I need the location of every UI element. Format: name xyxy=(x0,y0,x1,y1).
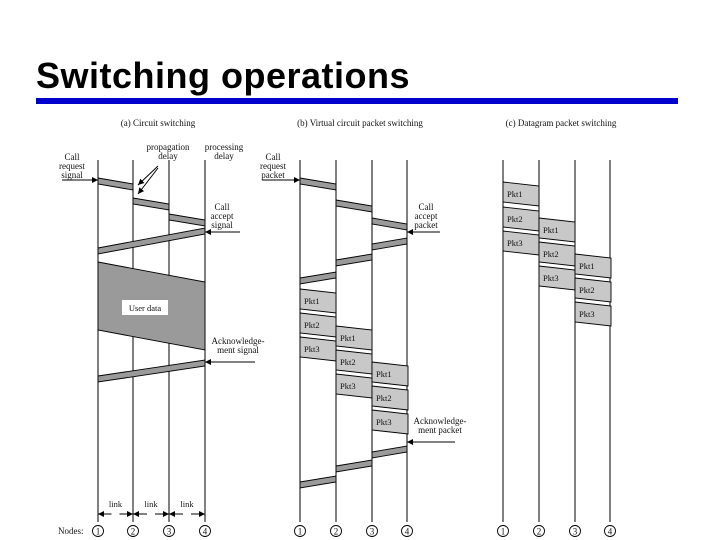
circuit-accept-band xyxy=(98,228,205,254)
circuit-call-accept-label-line-1: Call xyxy=(214,202,230,212)
virtual-request-band-3 xyxy=(372,218,407,230)
virtual-pkt3-hop-3-label: Pkt3 xyxy=(376,417,392,427)
virtual-node-3-number: 3 xyxy=(369,526,375,537)
virtual-ack-arrow-head xyxy=(407,439,413,445)
circuit-request-band-2 xyxy=(133,198,169,210)
virtual-call-request-arrow-head xyxy=(294,177,300,183)
circuit-call-accept-label-line-2: accept xyxy=(210,211,234,221)
circuit-call-request-arrow-head xyxy=(92,177,98,183)
circuit-ack-label-line-2: ment signal xyxy=(217,345,259,355)
virtual-ack-label-line-1: Acknowledge- xyxy=(413,416,467,426)
circuit-propagation-delay-label-line-1: propagation xyxy=(146,142,190,152)
datagram-pkt2-hop-2-label: Pkt2 xyxy=(543,249,559,259)
virtual-call-accept-label-line-2: accept xyxy=(414,211,438,221)
circuit-link-label-2: link xyxy=(144,499,158,509)
datagram-pkt3-hop-3-label: Pkt3 xyxy=(579,309,595,319)
virtual-request-band-2 xyxy=(336,200,372,212)
circuit-request-band-1 xyxy=(98,178,133,190)
virtual-node-2-number: 2 xyxy=(333,526,339,537)
virtual-request-band-1 xyxy=(300,178,336,190)
circuit-call-request-label-line-1: Call xyxy=(64,152,80,162)
datagram-node-1-number: 1 xyxy=(500,526,506,537)
circuit-ack-arrow-head xyxy=(205,359,211,365)
circuit-call-accept-label-line-3: signal xyxy=(211,220,233,230)
datagram-panel-title: (c) Datagram packet switching xyxy=(505,118,617,128)
virtual-pkt2-hop-1-label: Pkt2 xyxy=(304,320,320,330)
circuit-propagation-delay-label-line-2: delay xyxy=(158,151,178,161)
circuit-processing-delay-label-line-1: processing xyxy=(204,142,244,152)
virtual-ack-label-line-2: ment packet xyxy=(418,425,462,435)
virtual-call-accept-label-line-1: Call xyxy=(418,202,434,212)
virtual-node-4-number: 4 xyxy=(404,526,410,537)
virtual-pkt3-hop-2-label: Pkt3 xyxy=(340,381,356,391)
datagram-pkt3-hop-1-label: Pkt3 xyxy=(507,238,523,248)
circuit-call-accept-arrow-head xyxy=(205,229,211,235)
circuit-processing-delay-label-line-2: delay xyxy=(214,151,234,161)
circuit-link-1-left-arrow-head xyxy=(98,511,104,517)
circuit-link-3-right-arrow-head xyxy=(199,511,205,517)
virtual-ack-band-2 xyxy=(336,460,372,472)
circuit-link-3-left-arrow-head xyxy=(169,511,175,517)
virtual-call-request-label-line-3: packet xyxy=(261,170,285,180)
virtual-panel-title: (b) Virtual circuit packet switching xyxy=(297,118,423,128)
circuit-call-request-label-line-2: request xyxy=(59,161,85,171)
circuit-node-1-number: 1 xyxy=(95,526,101,537)
circuit-user-data-label: User data xyxy=(128,303,162,313)
virtual-accept-band-3 xyxy=(300,272,336,284)
virtual-call-request-label-line-1: Call xyxy=(265,152,281,162)
virtual-call-request-label-line-2: request xyxy=(260,161,286,171)
circuit-link-2-right-arrow-head xyxy=(163,511,169,517)
circuit-processing-arrow-head xyxy=(138,187,144,194)
virtual-pkt2-hop-2-label: Pkt2 xyxy=(340,357,356,367)
virtual-node-1-number: 1 xyxy=(297,526,303,537)
virtual-pkt3-hop-1-label: Pkt3 xyxy=(304,344,320,354)
circuit-link-label-1: link xyxy=(108,499,123,509)
circuit-panel-title: (a) Circuit switching xyxy=(120,118,196,128)
datagram-pkt2-hop-3-label: Pkt2 xyxy=(579,285,595,295)
datagram-pkt1-hop-2-label: Pkt1 xyxy=(543,225,559,235)
datagram-node-4-number: 4 xyxy=(607,526,613,537)
virtual-pkt2-hop-3-label: Pkt2 xyxy=(376,393,392,403)
virtual-pkt1-hop-3-label: Pkt1 xyxy=(376,369,392,379)
datagram-pkt1-hop-3-label: Pkt1 xyxy=(579,261,595,271)
circuit-link-label-3: link xyxy=(180,499,194,509)
nodes-label: Nodes: xyxy=(58,526,84,536)
virtual-call-accept-arrow-head xyxy=(407,229,413,235)
virtual-pkt1-hop-1-label: Pkt1 xyxy=(304,296,320,306)
virtual-ack-band-1 xyxy=(372,446,407,458)
virtual-call-accept-label-line-3: packet xyxy=(414,220,438,230)
circuit-node-4-number: 4 xyxy=(202,526,208,537)
circuit-call-request-label-line-3: signal xyxy=(61,170,83,180)
datagram-pkt2-hop-1-label: Pkt2 xyxy=(507,214,523,224)
circuit-ack-label-line-1: Acknowledge- xyxy=(211,336,265,346)
datagram-node-2-number: 2 xyxy=(536,526,542,537)
datagram-pkt1-hop-1-label: Pkt1 xyxy=(507,189,523,199)
circuit-node-2-number: 2 xyxy=(130,526,136,537)
virtual-accept-band-2 xyxy=(336,254,372,266)
circuit-link-2-left-arrow-head xyxy=(133,511,139,517)
circuit-node-3-number: 3 xyxy=(166,526,172,537)
virtual-ack-band-3 xyxy=(300,476,336,488)
circuit-ack-band xyxy=(98,360,205,382)
circuit-request-band-3 xyxy=(169,214,205,226)
datagram-pkt3-hop-2-label: Pkt3 xyxy=(543,273,559,283)
circuit-link-1-right-arrow-head xyxy=(127,511,133,517)
virtual-accept-band-1 xyxy=(372,238,407,250)
slide-title: Switching operations xyxy=(36,55,411,96)
virtual-pkt1-hop-2-label: Pkt1 xyxy=(340,333,356,343)
datagram-node-3-number: 3 xyxy=(572,526,578,537)
